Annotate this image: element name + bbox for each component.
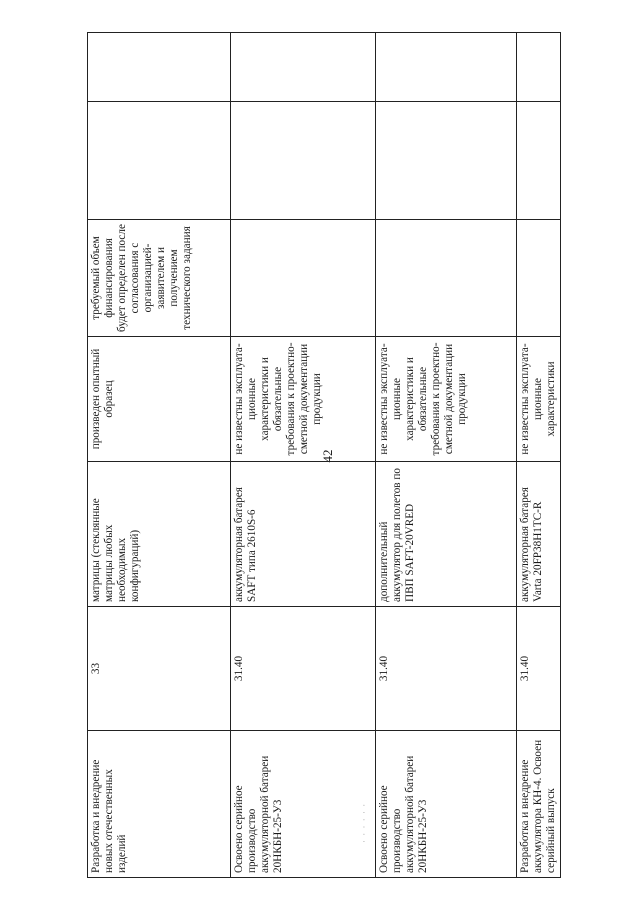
table-cell-code: 31.40 xyxy=(517,607,561,731)
table-cell-empty xyxy=(376,102,517,220)
table-cell-empty xyxy=(231,102,376,220)
table-cell-financing xyxy=(517,220,561,337)
scan-artifact: · · · · · · xyxy=(359,802,369,843)
table-cell-description: Освоено серийное производство аккумуляторной батареи 20НКБН-25-У3 xyxy=(376,731,517,878)
table-cell-status: не известны эксплуата-ционные характеристики xyxy=(517,337,561,462)
table-cell-code: 31.40 xyxy=(376,607,517,731)
table-cell-code: 31.40 xyxy=(231,607,376,731)
table-cell-empty xyxy=(231,33,376,102)
table-cell-financing xyxy=(231,220,376,337)
table-cell-empty xyxy=(517,33,561,102)
table-row xyxy=(376,33,517,878)
table-cell-description: Освоено серийное производство аккумуляторной батареи 20НКБН-25-У3 · · · · · · xyxy=(231,731,376,878)
table-cell-analog: матрицы (стеклянные матрицы любых необходимых конфигураций) xyxy=(88,462,231,607)
table-row xyxy=(517,33,561,878)
table-cell-empty xyxy=(517,102,561,220)
table-cell-empty xyxy=(376,33,517,102)
rotated-table-container xyxy=(87,33,557,878)
table-cell-status: не известны эксплуата-ционные характеристики и обязательные требования к проектно-сметной документации продукции xyxy=(376,337,517,462)
table-cell-status: не известны эксплуата-ционные характеристики и обязательные требования к проектно-сметной документации продукции xyxy=(231,337,376,462)
table-cell-description: Разработка и внедрение новых отечественных изделий xyxy=(88,731,231,878)
table-cell-analog: дополнительный аккумулятор для полетов по ПВП SAFT-20VRED xyxy=(376,462,517,607)
data-table xyxy=(87,32,561,878)
table-cell-financing: требуемый объем финансирования будет определен после согласования с организацией-заявителем и получением технического задания xyxy=(88,220,231,337)
table-row xyxy=(231,33,376,878)
table-cell-empty xyxy=(88,102,231,220)
table-cell-code: 33 xyxy=(88,607,231,731)
table-cell-empty xyxy=(88,33,231,102)
table-cell-status: произведен опытный образец xyxy=(88,337,231,462)
table-cell-analog: аккумуляторная батарея SAFT типа 2610S-6 xyxy=(231,462,376,607)
table-row xyxy=(88,33,231,878)
page-number: 42 xyxy=(320,449,335,463)
table-cell-analog: аккумуляторная батарея Varta 20FP38H1TC-R xyxy=(517,462,561,607)
table-cell-description: Разработка и внедрение аккумулятора КН-4. Освоен серийный выпуск xyxy=(517,731,561,878)
table-cell-financing xyxy=(376,220,517,337)
